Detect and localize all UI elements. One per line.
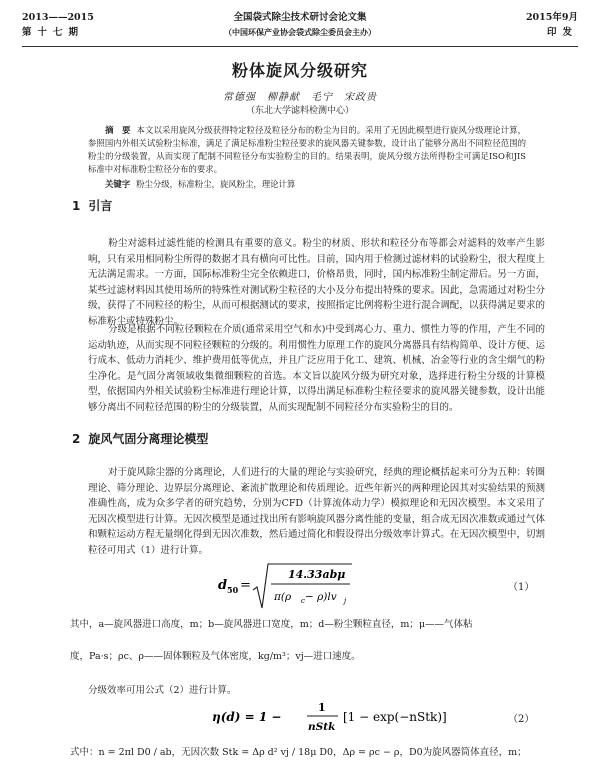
header-years: 2013——2015 — [22, 12, 94, 23]
keywords-label: 关键字 — [105, 179, 131, 189]
paper-affiliation: （东北大学滤料检测中心） — [245, 106, 354, 116]
eq1-den-sub2: j — [344, 597, 347, 605]
section-1-title: 引言 — [88, 199, 113, 213]
eq1-den-a: π(ρ — [274, 591, 292, 603]
paragraph-text: 粉尘对滤料过滤性能的检测具有重要的意义。粉尘的材质、形状和粒径分布等都会对滤料的效率产生影响，只有采用相同粉尘所得的数据才具有横向可比性。目前，国内用于检测过滤材料的试验粉尘，很大程度上无法满足需求。一方面，国际标准粉尘完全依赖进口，价格昂贵，同时，国内标准粉尘制定滞后。另一方面，某些过滤材料因其使用场所的特殊性对测试粉尘粒径的大小及分布提出特殊的要求。因此，急需通过对粉尘分级，获得了不同粒径的粉尘，从而可根据测试的要求，按照指定比例将粉尘进行混合调配，以获得满足要求的标准粉尘或特殊粉尘。 — [88, 238, 545, 327]
section-1-paragraph-2 — [88, 322, 545, 416]
header-issue: 印发 — [546, 27, 578, 38]
eq1-lhs-sub: 50 — [227, 585, 239, 595]
header-volume: 第十七期 — [22, 27, 85, 38]
equation-2-number: （2） — [508, 714, 535, 725]
paragraph-text: 分级是根据不同粒径颗粒在介质(通常采用空气和水)中受到离心力、重力、惯性力等的作用，产生不同的运动轨迹，从而实现不同粒径颗粒的分级的。利用惯性力原理工作的旋风分离器具有结构简单、设计方便、运行成本、低动力消耗少、维护费用低等优点，并且广泛应用于化工、建筑、机械、冶金等行业的含尘烟气的粉尘净化。是气固分离领域收集微细颗粒的首选。本文旨以旋风分级为研究对象，选择进行粉尘分级的计算模型，依据国内外相关试验粉尘标准进行理论计算，以得出满足标准粉尘粒径要求的旋风器关键参数，设计出能够分离出不同粒径范围的粉尘的分级装置，从而实现配制不同粒径分布实验粉尘的目的。 — [88, 324, 545, 413]
header-center — [22, 10, 578, 40]
section-2-title: 旋风气固分离理论模型 — [88, 432, 209, 446]
variables-line-3: 分级效率可用公式（2）进行计算。 — [88, 685, 237, 696]
section-1-heading — [72, 197, 112, 214]
eq1-den-b: − ρ)lv — [305, 591, 337, 603]
paragraph-text: 对于旋风除尘器的分离理论，人们进行的大量的理论与实验研究，经典的理论概括起来可分为五种：转圈理论、筛分理论、边界层分离理论、紊流扩散理论和传质理论。近些年新兴的两种理论因其对实验结果的预测准确性高，成为众多学者的研究趋势，分别为CFD（计算流体动力学）模拟理论和无因次模型。本文采用了无因次模型进行计算。无因次模型是通过找出所有影响旋风器分离性能的变量，组合成无因次准数或通过气体和颗粒运动方程无量纲化得到无因次准数，然后通过简化和假设得出分级效率计算式。在无因次模型中，切割粒径可用式（1）进行计算。 — [88, 467, 546, 556]
eq1-lhs: d — [218, 578, 228, 593]
eq1-numerator: 14.33abμ — [288, 568, 346, 581]
variables-line-4: 式中：n = 2πl D0 / ab，无因次数 Stk = Δρ d² vj / 18μ D0，Δρ = ρc − ρ，D0为旋风器筒体直径，m； — [70, 747, 527, 758]
section-2-number: 2 — [72, 432, 81, 446]
variables-line-1: 其中，a—旋风器进口高度，m；b—旋风器进口宽度，m；d—粉尘颗粒直径，m；μ——气体粘 — [70, 619, 473, 630]
page-header — [22, 10, 578, 47]
section-2-heading — [72, 430, 208, 447]
section-2-paragraph-1 — [88, 465, 545, 559]
header-date: 2015年9月 — [525, 12, 578, 23]
abstract-label: 摘 要 — [105, 125, 131, 135]
eq2-rest: [1 − exp(−nStk)] — [343, 710, 447, 724]
eq2-frac-num: 1 — [318, 701, 326, 714]
section-1-paragraph-1 — [88, 236, 545, 330]
eq2-lhs: η(d) = 1 − — [212, 710, 282, 724]
paper-authors: 常德强 柳静献 毛宁 宋政贵 — [223, 92, 377, 103]
keywords-text: 粉尘分级，标准粉尘，旋风粉尘，理论计算 — [136, 179, 296, 189]
variables-line-2: 度，Pa·s；ρc、ρ——固体颗粒及气体密度，kg/m³；vj—进口速度。 — [70, 651, 361, 662]
equation-1-number: （1） — [508, 582, 535, 593]
abstract — [88, 124, 526, 176]
header-right — [526, 10, 578, 40]
keywords — [88, 178, 526, 191]
abstract-text: 本文以采用旋风分级获得特定粒径及粒径分布的粉尘为目的。采用了无因此模型进行旋风分级理论计算，参照国内外相关试验粉尘标准，满足了满足标准粉尘粒径要求的旋风器关键参数，设计出了能够分离出不同粒径范围的粉尘的分级装置，从而实现了配制不同粒径分布实验粉尘的目的。结果表明，旋风分级方法所得粉尘可满足ISO和JIS标准中对标准粉尘粒径分布的要求。 — [88, 125, 527, 174]
eq1-equals: = — [240, 578, 251, 593]
section-1-number: 1 — [72, 199, 81, 213]
proceedings-title: 全国袋式除尘技术研讨会论文集 — [233, 12, 367, 23]
eq2-frac-den: nStk — [308, 721, 336, 733]
proceedings-organizer: （中国环保产业协会袋式除尘委员会主办） — [224, 27, 376, 37]
paper-title: 粉体旋风分级研究 — [231, 61, 368, 80]
eq1-den-sub: c — [301, 597, 305, 605]
